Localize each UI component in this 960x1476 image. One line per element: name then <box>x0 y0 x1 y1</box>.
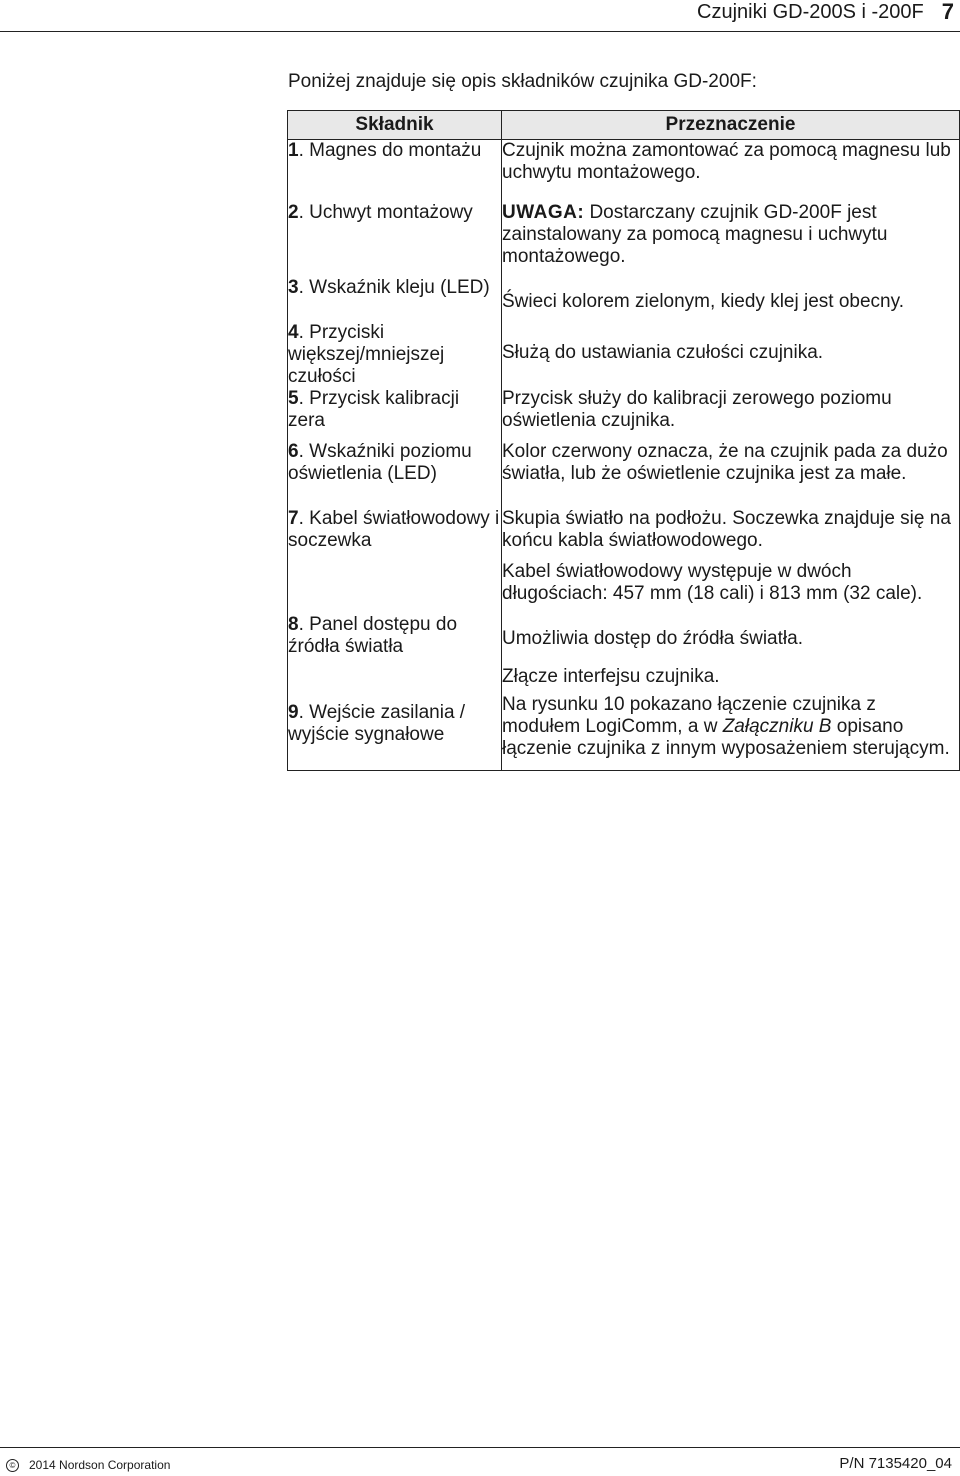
table-row <box>288 441 960 508</box>
footer-copyright <box>6 1458 170 1472</box>
purpose-cell: Umożliwia dostęp do źródła światła. <box>502 614 960 666</box>
component-cell: 7. Kabel światłowodowy i soczewka <box>288 508 502 614</box>
part-number: P/N 7135420_04 <box>839 1455 952 1472</box>
intro-text: Poniżej znajduje się opis składników czujnika GD-200F: <box>288 71 757 92</box>
component-cell: 3. Wskaźnik kleju (LED) <box>288 277 502 322</box>
table-row <box>288 614 960 666</box>
page-header <box>697 0 960 24</box>
component-cell: 5. Przycisk kalibracji zera <box>288 388 502 441</box>
component-cell: 9. Wejście zasilania / wyjście sygnałowe <box>288 666 502 771</box>
column-header-component: Składnik <box>288 111 502 140</box>
table-row <box>288 140 960 203</box>
footer-divider <box>0 1447 960 1448</box>
component-cell: 8. Panel dostępu do źródła światła <box>288 614 502 666</box>
table-row <box>288 277 960 322</box>
purpose-cell: Przycisk służy do kalibracji zerowego poziomu oświetlenia czujnika. <box>502 388 960 441</box>
component-cell: 1. Magnes do montażu <box>288 140 502 203</box>
column-header-purpose: Przeznaczenie <box>502 111 960 140</box>
component-cell: 6. Wskaźniki poziomu oświetlenia (LED) <box>288 441 502 508</box>
page-number: 7 <box>941 0 954 24</box>
purpose-cell: Złącze interfejsu czujnika. Na rysunku 10 pokazano łączenie czujnika z modułem LogiComm, a w Załączniku B opisano łączenie czujnika z innym wyposażeniem sterującym. <box>502 666 960 771</box>
table-row <box>288 508 960 614</box>
appendix-reference: Załączniku B <box>722 716 832 737</box>
document-title: Czujniki GD-200S i -200F <box>697 0 924 23</box>
copyright-icon: © <box>6 1459 19 1472</box>
purpose-cell: Czujnik można zamontować za pomocą magnesu lub uchwytu montażowego. <box>502 140 960 203</box>
purpose-cell: Kolor czerwony oznacza, że na czujnik pada za dużo światła, lub że oświetlenie czujnika jest za małe. <box>502 441 960 508</box>
component-cell: 2. Uchwyt montażowy <box>288 202 502 277</box>
purpose-cell: Skupia światło na podłożu. Soczewka znajduje się na końcu kabla światłowodowego. Kabel światłowodowy występuje w dwóch długościach: 457 mm (18 cali) i 813 mm (32 cale). <box>502 508 960 614</box>
component-table <box>287 110 960 771</box>
note-label: UWAGA: <box>502 202 585 223</box>
copyright-text: 2014 Nordson Corporation <box>29 1458 171 1472</box>
table-row <box>288 388 960 441</box>
table-row <box>288 666 960 771</box>
component-cell: 4. Przyciski większej/mniejszej czułości <box>288 322 502 388</box>
table-row <box>288 322 960 388</box>
table-row <box>288 202 960 277</box>
purpose-cell: Służą do ustawiania czułości czujnika. <box>502 322 960 388</box>
header-divider <box>0 31 960 32</box>
purpose-cell: UWAGA: Dostarczany czujnik GD-200F jest zainstalowany za pomocą magnesu i uchwytu montażowego. <box>502 202 960 277</box>
purpose-cell: Świeci kolorem zielonym, kiedy klej jest obecny. <box>502 277 960 322</box>
table-header-row <box>288 111 960 140</box>
